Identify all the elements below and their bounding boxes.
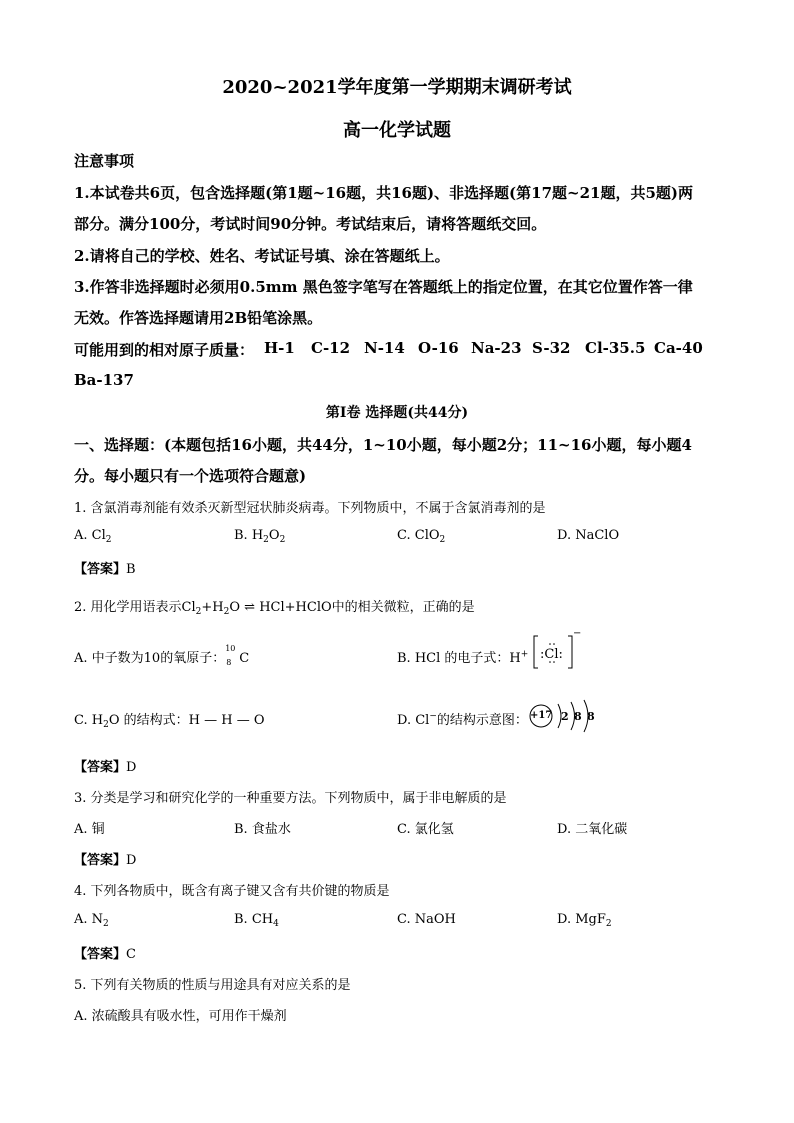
atomic-mass-s: S-32: [532, 339, 571, 357]
question-4-option-c: C. NaOH: [397, 912, 456, 927]
question-2-option-a: A. 中子数为10的氧原子： 10 8 C: [74, 644, 250, 667]
question-5-option-a: A. 浓硫酸具有吸水性，可用作干燥剂: [74, 1009, 287, 1024]
question-4-stem: 4. 下列各物质中，既含有离子键又含有共价键的物质是: [74, 884, 390, 899]
question-3-stem: 3. 分类是学习和研究化学的一种重要方法。下列物质中，属于非电解质的是: [74, 791, 507, 806]
page-subtitle: 高一化学试题: [343, 120, 451, 141]
question-3-option-d: D. 二氧化碳: [557, 822, 628, 837]
reversible-arrow-icon: ⇌: [244, 600, 256, 615]
atomic-mass-na: Na-23: [471, 339, 522, 357]
isotope-notation: 10 8: [225, 644, 236, 667]
section-intro-line-2: 分。每小题只有一个选项符合题意): [74, 467, 307, 485]
notice-heading: 注意事项: [74, 152, 135, 170]
question-3-option-b: B. 食盐水: [234, 822, 291, 837]
shell-2-electrons: 8: [574, 710, 582, 723]
question-2-stem: 2. 用化学用语表示$Cl_2+H_2O$ ⇌ HCl+HClO中的相关微粒，正确的是: [74, 600, 475, 617]
atomic-mass-ba: Ba-137: [74, 371, 134, 389]
question-5-stem: 5. 下列有关物质的性质与用途具有对应关系的是: [74, 978, 351, 993]
question-4-option-b: B. $CH_4$: [234, 912, 279, 929]
question-2-option-c: C. $H_2O$ 的结构式：H — H — O: [74, 713, 265, 730]
page-title: 2020~2021学年度第一学期期末调研考试: [222, 77, 572, 98]
atomic-mass-o: O-16: [418, 339, 459, 357]
question-1-option-a: A. $Cl_2$: [74, 528, 112, 545]
notice-item-2: 2.请将自己的学校、姓名、考试证号填、涂在答题纸上。: [74, 247, 450, 265]
question-3-option-a: A. 铜: [74, 822, 105, 837]
electron-dot-cl: :Cl:: [540, 647, 563, 662]
section-title: 第Ⅰ卷 选择题(共44分): [325, 405, 469, 421]
notice-item-1-line-2: 部分。满分100分，考试时间90分钟。考试结束后，请将答题纸交回。: [74, 215, 547, 233]
question-4-option-a: A. $N_2$: [74, 912, 109, 929]
question-2-option-d: D. Cl−的结构示意图：: [397, 711, 528, 728]
question-4-answer: 【答案】C: [74, 947, 136, 962]
question-2-option-b: B. HCl 的电子式：H+: [397, 649, 529, 666]
question-3-option-c: C. 氯化氢: [397, 822, 454, 837]
question-1-answer: 【答案】B: [74, 562, 136, 577]
electron-dot-charge: −: [573, 628, 582, 639]
question-1-option-b: B. $H_2O_2$: [234, 528, 286, 545]
atomic-mass-n: N-14: [364, 339, 405, 357]
atomic-mass-label: 可能用到的相对原子质量：: [74, 341, 255, 359]
nucleus-charge: +17: [530, 710, 553, 721]
atomic-mass-ca: Ca-40: [654, 339, 703, 357]
question-1-option-c: C. ClO$_2$: [397, 528, 446, 545]
question-2-answer: 【答案】D: [74, 760, 137, 775]
notice-item-3-line-2: 无效。作答选择题请用2B铅笔涂黑。: [74, 309, 323, 327]
question-1-stem: 1. 含氯消毒剂能有效杀灭新型冠状肺炎病毒。下列物质中，不属于含氯消毒剂的是: [74, 501, 546, 516]
atomic-mass-h: H-1: [264, 339, 295, 357]
atomic-mass-c: C-12: [311, 339, 351, 357]
shell-3-electrons: 8: [587, 710, 595, 723]
question-1-option-d: D. NaClO: [557, 528, 620, 543]
notice-item-1-line-1: 1.本试卷共6页，包含选择题(第1题~16题，共16题)、非选择题(第17题~21题，共5题)两: [74, 184, 693, 202]
shell-1-electrons: 2: [561, 710, 569, 723]
notice-item-3-line-1: 3.作答非选择题时必须用0.5mm 黑色签字笔写在答题纸上的指定位置，在其它位置作答一律: [74, 278, 693, 296]
atomic-mass-cl: Cl-35.5: [585, 339, 646, 357]
question-3-answer: 【答案】D: [74, 853, 137, 868]
question-4-option-d: D. MgF$_2$: [557, 912, 612, 929]
section-intro-line-1: 一、选择题：(本题包括16小题，共44分，1~10小题，每小题2分；11~16小题，每小题4: [74, 436, 692, 454]
